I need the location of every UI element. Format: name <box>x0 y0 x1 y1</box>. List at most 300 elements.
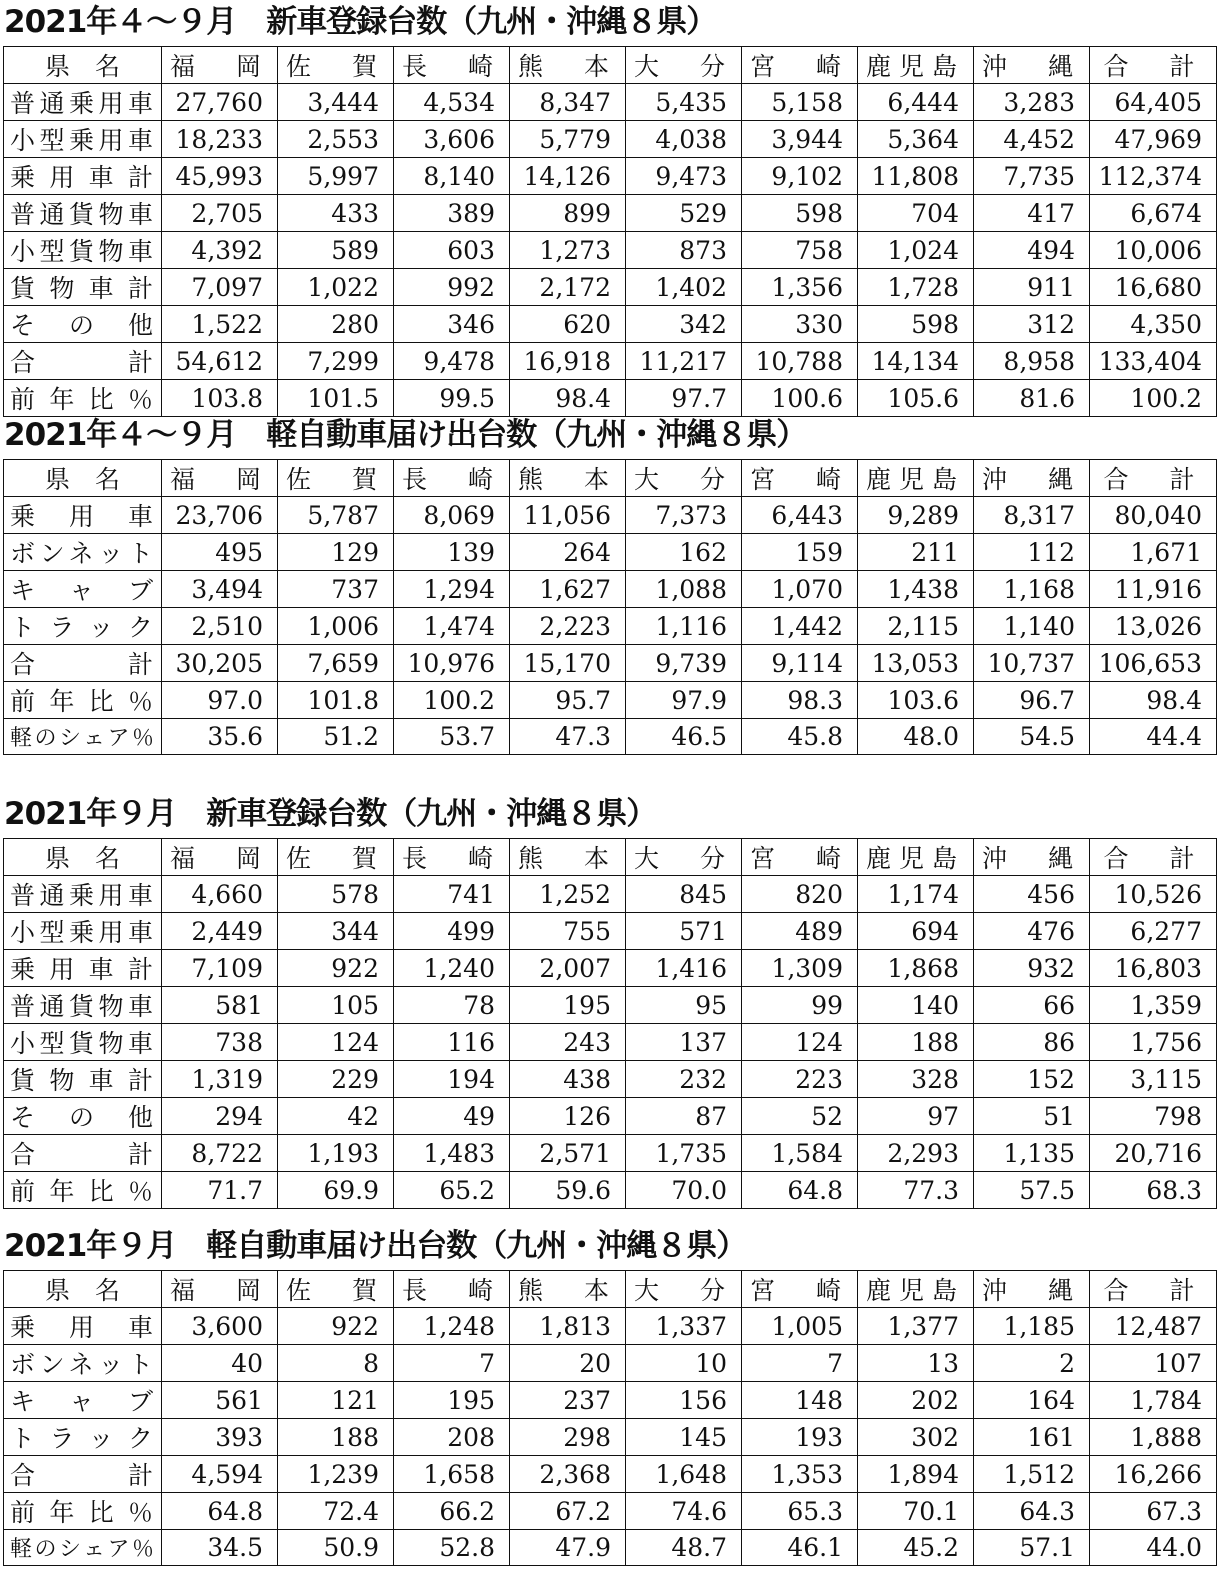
table-cell: 476 <box>974 913 1090 950</box>
table-cell: 2,571 <box>510 1135 626 1172</box>
table-cell: 4,452 <box>974 121 1090 158</box>
section-title: 2021年９月 軽自動車届け出台数（九州・沖縄８県） <box>4 1228 747 1264</box>
table-cell: 4,038 <box>626 121 742 158</box>
table-cell: 101.5 <box>278 380 394 417</box>
table-cell: 1,512 <box>974 1456 1090 1493</box>
table-cell: 1,416 <box>626 950 742 987</box>
table-cell: 922 <box>278 950 394 987</box>
table-cell: 116 <box>394 1024 510 1061</box>
row-label: 軽のシェア％ <box>4 719 162 755</box>
table-row <box>4 343 1217 380</box>
table-cell: 30,205 <box>162 645 278 682</box>
table-row <box>4 950 1217 987</box>
table-row <box>4 1345 1217 1382</box>
table-cell: 34.5 <box>162 1530 278 1566</box>
table-cell: 9,739 <box>626 645 742 682</box>
table-cell: 389 <box>394 195 510 232</box>
table-cell: 45.2 <box>858 1530 974 1566</box>
table-cell: 98.3 <box>742 682 858 719</box>
table-cell: 70.1 <box>858 1493 974 1530</box>
table-cell: 64.8 <box>742 1172 858 1209</box>
table-cell: 1,522 <box>162 306 278 343</box>
table-cell: 1,735 <box>626 1135 742 1172</box>
row-label: トラック <box>4 608 162 645</box>
table-cell: 495 <box>162 534 278 571</box>
table-cell: 66.2 <box>394 1493 510 1530</box>
column-header: 宮 崎 <box>742 47 858 84</box>
table-cell: 103.8 <box>162 380 278 417</box>
table-cell: 1,239 <box>278 1456 394 1493</box>
table-cell: 3,600 <box>162 1308 278 1345</box>
table-cell: 2,449 <box>162 913 278 950</box>
table-cell: 5,435 <box>626 84 742 121</box>
row-label: 前年比％ <box>4 682 162 719</box>
table-cell: 298 <box>510 1419 626 1456</box>
table-cell: 280 <box>278 306 394 343</box>
table-cell: 99 <box>742 987 858 1024</box>
table-cell: 7,735 <box>974 158 1090 195</box>
table-cell: 6,277 <box>1090 913 1217 950</box>
table-cell: 7,109 <box>162 950 278 987</box>
data-table <box>3 459 1217 755</box>
table-cell: 1,868 <box>858 950 974 987</box>
table-cell: 1,353 <box>742 1456 858 1493</box>
table-cell: 11,808 <box>858 158 974 195</box>
table-cell: 7,299 <box>278 343 394 380</box>
table-cell: 103.6 <box>858 682 974 719</box>
column-header: 福 岡 <box>162 460 278 497</box>
table-cell: 1,070 <box>742 571 858 608</box>
table-cell: 8 <box>278 1345 394 1382</box>
header-row <box>4 460 1217 497</box>
table-cell: 438 <box>510 1061 626 1098</box>
table-cell: 145 <box>626 1419 742 1456</box>
column-header: 熊 本 <box>510 1271 626 1308</box>
row-label: 貨物車計 <box>4 1061 162 1098</box>
table-cell: 7 <box>742 1345 858 1382</box>
column-header: 宮 崎 <box>742 460 858 497</box>
row-label: 小型乗用車 <box>4 913 162 950</box>
row-label: 普通乗用車 <box>4 84 162 121</box>
table-cell: 152 <box>974 1061 1090 1098</box>
table-cell: 8,347 <box>510 84 626 121</box>
table-cell: 164 <box>974 1382 1090 1419</box>
table-cell: 7,659 <box>278 645 394 682</box>
table-cell: 105.6 <box>858 380 974 417</box>
table-row <box>4 497 1217 534</box>
table-row <box>4 876 1217 913</box>
table-cell: 302 <box>858 1419 974 1456</box>
column-header: 鹿児島 <box>858 839 974 876</box>
table-cell: 1,309 <box>742 950 858 987</box>
table-cell: 7,097 <box>162 269 278 306</box>
table-row <box>4 1419 1217 1456</box>
table-cell: 72.4 <box>278 1493 394 1530</box>
table-cell: 581 <box>162 987 278 1024</box>
table-cell: 98.4 <box>510 380 626 417</box>
table-cell: 741 <box>394 876 510 913</box>
table-cell: 16,680 <box>1090 269 1217 306</box>
table-cell: 4,594 <box>162 1456 278 1493</box>
table-row <box>4 84 1217 121</box>
row-label: 前年比％ <box>4 380 162 417</box>
table-cell: 16,803 <box>1090 950 1217 987</box>
table-row <box>4 571 1217 608</box>
table-cell: 1,174 <box>858 876 974 913</box>
table-cell: 3,944 <box>742 121 858 158</box>
table-cell: 1,756 <box>1090 1024 1217 1061</box>
table-cell: 10,006 <box>1090 232 1217 269</box>
table-cell: 105 <box>278 987 394 1024</box>
row-label: 乗用車 <box>4 497 162 534</box>
table-cell: 211 <box>858 534 974 571</box>
table-cell: 87 <box>626 1098 742 1135</box>
row-label: その他 <box>4 306 162 343</box>
table-cell: 98.4 <box>1090 682 1217 719</box>
column-header: 合 計 <box>1090 47 1217 84</box>
table-cell: 54.5 <box>974 719 1090 755</box>
table-cell: 86 <box>974 1024 1090 1061</box>
row-label: キャブ <box>4 571 162 608</box>
table-cell: 188 <box>858 1024 974 1061</box>
table-cell: 992 <box>394 269 510 306</box>
table-cell: 2 <box>974 1345 1090 1382</box>
table-cell: 1,728 <box>858 269 974 306</box>
row-label: 乗用車計 <box>4 950 162 987</box>
table-row <box>4 1135 1217 1172</box>
table-cell: 46.5 <box>626 719 742 755</box>
table-cell: 77.3 <box>858 1172 974 1209</box>
table-cell: 499 <box>394 913 510 950</box>
table-cell: 10,788 <box>742 343 858 380</box>
table-cell: 5,364 <box>858 121 974 158</box>
table-cell: 3,115 <box>1090 1061 1217 1098</box>
table-cell: 243 <box>510 1024 626 1061</box>
table-cell: 1,438 <box>858 571 974 608</box>
table-cell: 1,377 <box>858 1308 974 1345</box>
table-cell: 393 <box>162 1419 278 1456</box>
table-cell: 6,674 <box>1090 195 1217 232</box>
table-cell: 9,289 <box>858 497 974 534</box>
table-cell: 489 <box>742 913 858 950</box>
table-cell: 5,779 <box>510 121 626 158</box>
table-cell: 433 <box>278 195 394 232</box>
row-label: 合計 <box>4 1456 162 1493</box>
table-cell: 46.1 <box>742 1530 858 1566</box>
table-cell: 139 <box>394 534 510 571</box>
table-cell: 156 <box>626 1382 742 1419</box>
row-label: 前年比％ <box>4 1172 162 1209</box>
row-label: 普通貨物車 <box>4 195 162 232</box>
table-cell: 3,444 <box>278 84 394 121</box>
table-cell: 47.9 <box>510 1530 626 1566</box>
table-cell: 35.6 <box>162 719 278 755</box>
table-cell: 194 <box>394 1061 510 1098</box>
table-cell: 4,392 <box>162 232 278 269</box>
row-label: 小型乗用車 <box>4 121 162 158</box>
table-cell: 8,140 <box>394 158 510 195</box>
table-cell: 2,007 <box>510 950 626 987</box>
table-row <box>4 608 1217 645</box>
table-row <box>4 269 1217 306</box>
table-cell: 1,193 <box>278 1135 394 1172</box>
table-cell: 48.7 <box>626 1530 742 1566</box>
table-row <box>4 195 1217 232</box>
table-cell: 47,969 <box>1090 121 1217 158</box>
table-row <box>4 232 1217 269</box>
row-label: 合計 <box>4 343 162 380</box>
table-cell: 873 <box>626 232 742 269</box>
column-header: 佐 賀 <box>278 460 394 497</box>
table-cell: 52.8 <box>394 1530 510 1566</box>
table-cell: 6,444 <box>858 84 974 121</box>
section-title: 2021年９月 新車登録台数（九州・沖縄８県） <box>4 796 657 832</box>
table-row <box>4 1382 1217 1419</box>
table-cell: 70.0 <box>626 1172 742 1209</box>
column-header: 佐 賀 <box>278 47 394 84</box>
row-label: 合計 <box>4 1135 162 1172</box>
table-cell: 18,233 <box>162 121 278 158</box>
table-cell: 330 <box>742 306 858 343</box>
table-cell: 1,252 <box>510 876 626 913</box>
table-row <box>4 1061 1217 1098</box>
column-header: 長 崎 <box>394 47 510 84</box>
table-cell: 704 <box>858 195 974 232</box>
table-cell: 264 <box>510 534 626 571</box>
column-header: 福 岡 <box>162 1271 278 1308</box>
table-cell: 223 <box>742 1061 858 1098</box>
table-cell: 1,671 <box>1090 534 1217 571</box>
section-title: 2021年４～９月 軽自動車届け出台数（九州・沖縄８県） <box>4 417 807 453</box>
table-cell: 1,294 <box>394 571 510 608</box>
table-cell: 13 <box>858 1345 974 1382</box>
table-cell: 97.9 <box>626 682 742 719</box>
table-row <box>4 1098 1217 1135</box>
table-row <box>4 1172 1217 1209</box>
table-cell: 69.9 <box>278 1172 394 1209</box>
column-header: 大 分 <box>626 839 742 876</box>
table-cell: 1,658 <box>394 1456 510 1493</box>
table-cell: 16,266 <box>1090 1456 1217 1493</box>
table-row <box>4 306 1217 343</box>
table-row <box>4 1456 1217 1493</box>
table-row <box>4 1493 1217 1530</box>
row-label: 普通貨物車 <box>4 987 162 1024</box>
table-cell: 1,168 <box>974 571 1090 608</box>
table-cell: 101.8 <box>278 682 394 719</box>
table-row <box>4 913 1217 950</box>
table-cell: 57.1 <box>974 1530 1090 1566</box>
row-label: ボンネット <box>4 1345 162 1382</box>
table-cell: 4,534 <box>394 84 510 121</box>
table-cell: 45.8 <box>742 719 858 755</box>
table-cell: 5,997 <box>278 158 394 195</box>
row-label: 乗用車計 <box>4 158 162 195</box>
table-cell: 1,474 <box>394 608 510 645</box>
table-cell: 2,510 <box>162 608 278 645</box>
table-cell: 162 <box>626 534 742 571</box>
table-cell: 124 <box>278 1024 394 1061</box>
table-cell: 1,648 <box>626 1456 742 1493</box>
table-cell: 417 <box>974 195 1090 232</box>
table-cell: 8,069 <box>394 497 510 534</box>
table-cell: 15,170 <box>510 645 626 682</box>
table-cell: 64.8 <box>162 1493 278 1530</box>
table-cell: 8,317 <box>974 497 1090 534</box>
table-cell: 57.5 <box>974 1172 1090 1209</box>
table-cell: 589 <box>278 232 394 269</box>
column-header: 合 計 <box>1090 460 1217 497</box>
table-cell: 97.0 <box>162 682 278 719</box>
table-cell: 65.3 <box>742 1493 858 1530</box>
table-cell: 1,185 <box>974 1308 1090 1345</box>
column-header: 熊 本 <box>510 47 626 84</box>
table-cell: 1,140 <box>974 608 1090 645</box>
table-cell: 20 <box>510 1345 626 1382</box>
table-cell: 2,368 <box>510 1456 626 1493</box>
table-cell: 1,005 <box>742 1308 858 1345</box>
table-cell: 9,478 <box>394 343 510 380</box>
table-cell: 78 <box>394 987 510 1024</box>
table-cell: 1,813 <box>510 1308 626 1345</box>
table-cell: 737 <box>278 571 394 608</box>
table-cell: 4,660 <box>162 876 278 913</box>
column-header: 沖 縄 <box>974 47 1090 84</box>
table-cell: 237 <box>510 1382 626 1419</box>
table-cell: 494 <box>974 232 1090 269</box>
column-header: 長 崎 <box>394 1271 510 1308</box>
table-cell: 137 <box>626 1024 742 1061</box>
table-cell: 10,526 <box>1090 876 1217 913</box>
table-cell: 99.5 <box>394 380 510 417</box>
header-row <box>4 1271 1217 1308</box>
section-title: 2021年４～９月 新車登録台数（九州・沖縄８県） <box>4 4 717 40</box>
column-header: 鹿児島 <box>858 460 974 497</box>
table-cell: 71.7 <box>162 1172 278 1209</box>
row-label: 小型貨物車 <box>4 1024 162 1061</box>
table-cell: 112,374 <box>1090 158 1217 195</box>
table-cell: 10 <box>626 1345 742 1382</box>
table-cell: 95 <box>626 987 742 1024</box>
table-cell: 2,553 <box>278 121 394 158</box>
column-header: 合 計 <box>1090 1271 1217 1308</box>
table-row <box>4 158 1217 195</box>
table-cell: 603 <box>394 232 510 269</box>
table-cell: 96.7 <box>974 682 1090 719</box>
table-cell: 694 <box>858 913 974 950</box>
table-cell: 1,088 <box>626 571 742 608</box>
column-header: 県 名 <box>4 1271 162 1308</box>
table-cell: 159 <box>742 534 858 571</box>
table-cell: 161 <box>974 1419 1090 1456</box>
table-cell: 8,722 <box>162 1135 278 1172</box>
table-cell: 4,350 <box>1090 306 1217 343</box>
table-cell: 1,627 <box>510 571 626 608</box>
table-cell: 2,705 <box>162 195 278 232</box>
table-row <box>4 645 1217 682</box>
column-header: 宮 崎 <box>742 1271 858 1308</box>
table-cell: 1,024 <box>858 232 974 269</box>
table-cell: 1,402 <box>626 269 742 306</box>
column-header: 大 分 <box>626 1271 742 1308</box>
table-cell: 456 <box>974 876 1090 913</box>
table-cell: 2,223 <box>510 608 626 645</box>
table-cell: 107 <box>1090 1345 1217 1382</box>
table-cell: 100.6 <box>742 380 858 417</box>
row-label: 普通乗用車 <box>4 876 162 913</box>
table-cell: 9,102 <box>742 158 858 195</box>
table-row <box>4 1308 1217 1345</box>
table-cell: 9,114 <box>742 645 858 682</box>
table-cell: 1,006 <box>278 608 394 645</box>
table-cell: 44.0 <box>1090 1530 1217 1566</box>
table-cell: 1,337 <box>626 1308 742 1345</box>
table-cell: 202 <box>858 1382 974 1419</box>
table-cell: 65.2 <box>394 1172 510 1209</box>
table-cell: 193 <box>742 1419 858 1456</box>
column-header: 沖 縄 <box>974 1271 1090 1308</box>
column-header: 鹿児島 <box>858 47 974 84</box>
table-cell: 42 <box>278 1098 394 1135</box>
table-cell: 27,760 <box>162 84 278 121</box>
column-header: 県 名 <box>4 839 162 876</box>
table-cell: 6,443 <box>742 497 858 534</box>
table-cell: 10,737 <box>974 645 1090 682</box>
table-cell: 342 <box>626 306 742 343</box>
column-header: 沖 縄 <box>974 460 1090 497</box>
table-cell: 74.6 <box>626 1493 742 1530</box>
table-cell: 1,135 <box>974 1135 1090 1172</box>
table-cell: 124 <box>742 1024 858 1061</box>
table-cell: 755 <box>510 913 626 950</box>
column-header: 熊 本 <box>510 460 626 497</box>
table-cell: 3,606 <box>394 121 510 158</box>
column-header: 合 計 <box>1090 839 1217 876</box>
header-row <box>4 839 1217 876</box>
row-label: 貨物車計 <box>4 269 162 306</box>
column-header: 福 岡 <box>162 839 278 876</box>
table-row <box>4 121 1217 158</box>
table-cell: 598 <box>742 195 858 232</box>
table-cell: 578 <box>278 876 394 913</box>
table-cell: 16,918 <box>510 343 626 380</box>
table-row <box>4 987 1217 1024</box>
table-cell: 758 <box>742 232 858 269</box>
table-cell: 48.0 <box>858 719 974 755</box>
table-cell: 1,356 <box>742 269 858 306</box>
table-cell: 294 <box>162 1098 278 1135</box>
table-cell: 126 <box>510 1098 626 1135</box>
column-header: 佐 賀 <box>278 1271 394 1308</box>
table-cell: 50.9 <box>278 1530 394 1566</box>
table-row <box>4 1024 1217 1061</box>
table-cell: 12,487 <box>1090 1308 1217 1345</box>
table-cell: 229 <box>278 1061 394 1098</box>
table-cell: 7,373 <box>626 497 742 534</box>
table-row <box>4 380 1217 417</box>
table-cell: 97 <box>858 1098 974 1135</box>
table-cell: 5,158 <box>742 84 858 121</box>
table-cell: 44.4 <box>1090 719 1217 755</box>
table-cell: 100.2 <box>1090 380 1217 417</box>
table-cell: 598 <box>858 306 974 343</box>
table-cell: 2,293 <box>858 1135 974 1172</box>
column-header: 佐 賀 <box>278 839 394 876</box>
data-table <box>3 1270 1217 1566</box>
table-cell: 820 <box>742 876 858 913</box>
table-cell: 3,283 <box>974 84 1090 121</box>
table-cell: 2,115 <box>858 608 974 645</box>
